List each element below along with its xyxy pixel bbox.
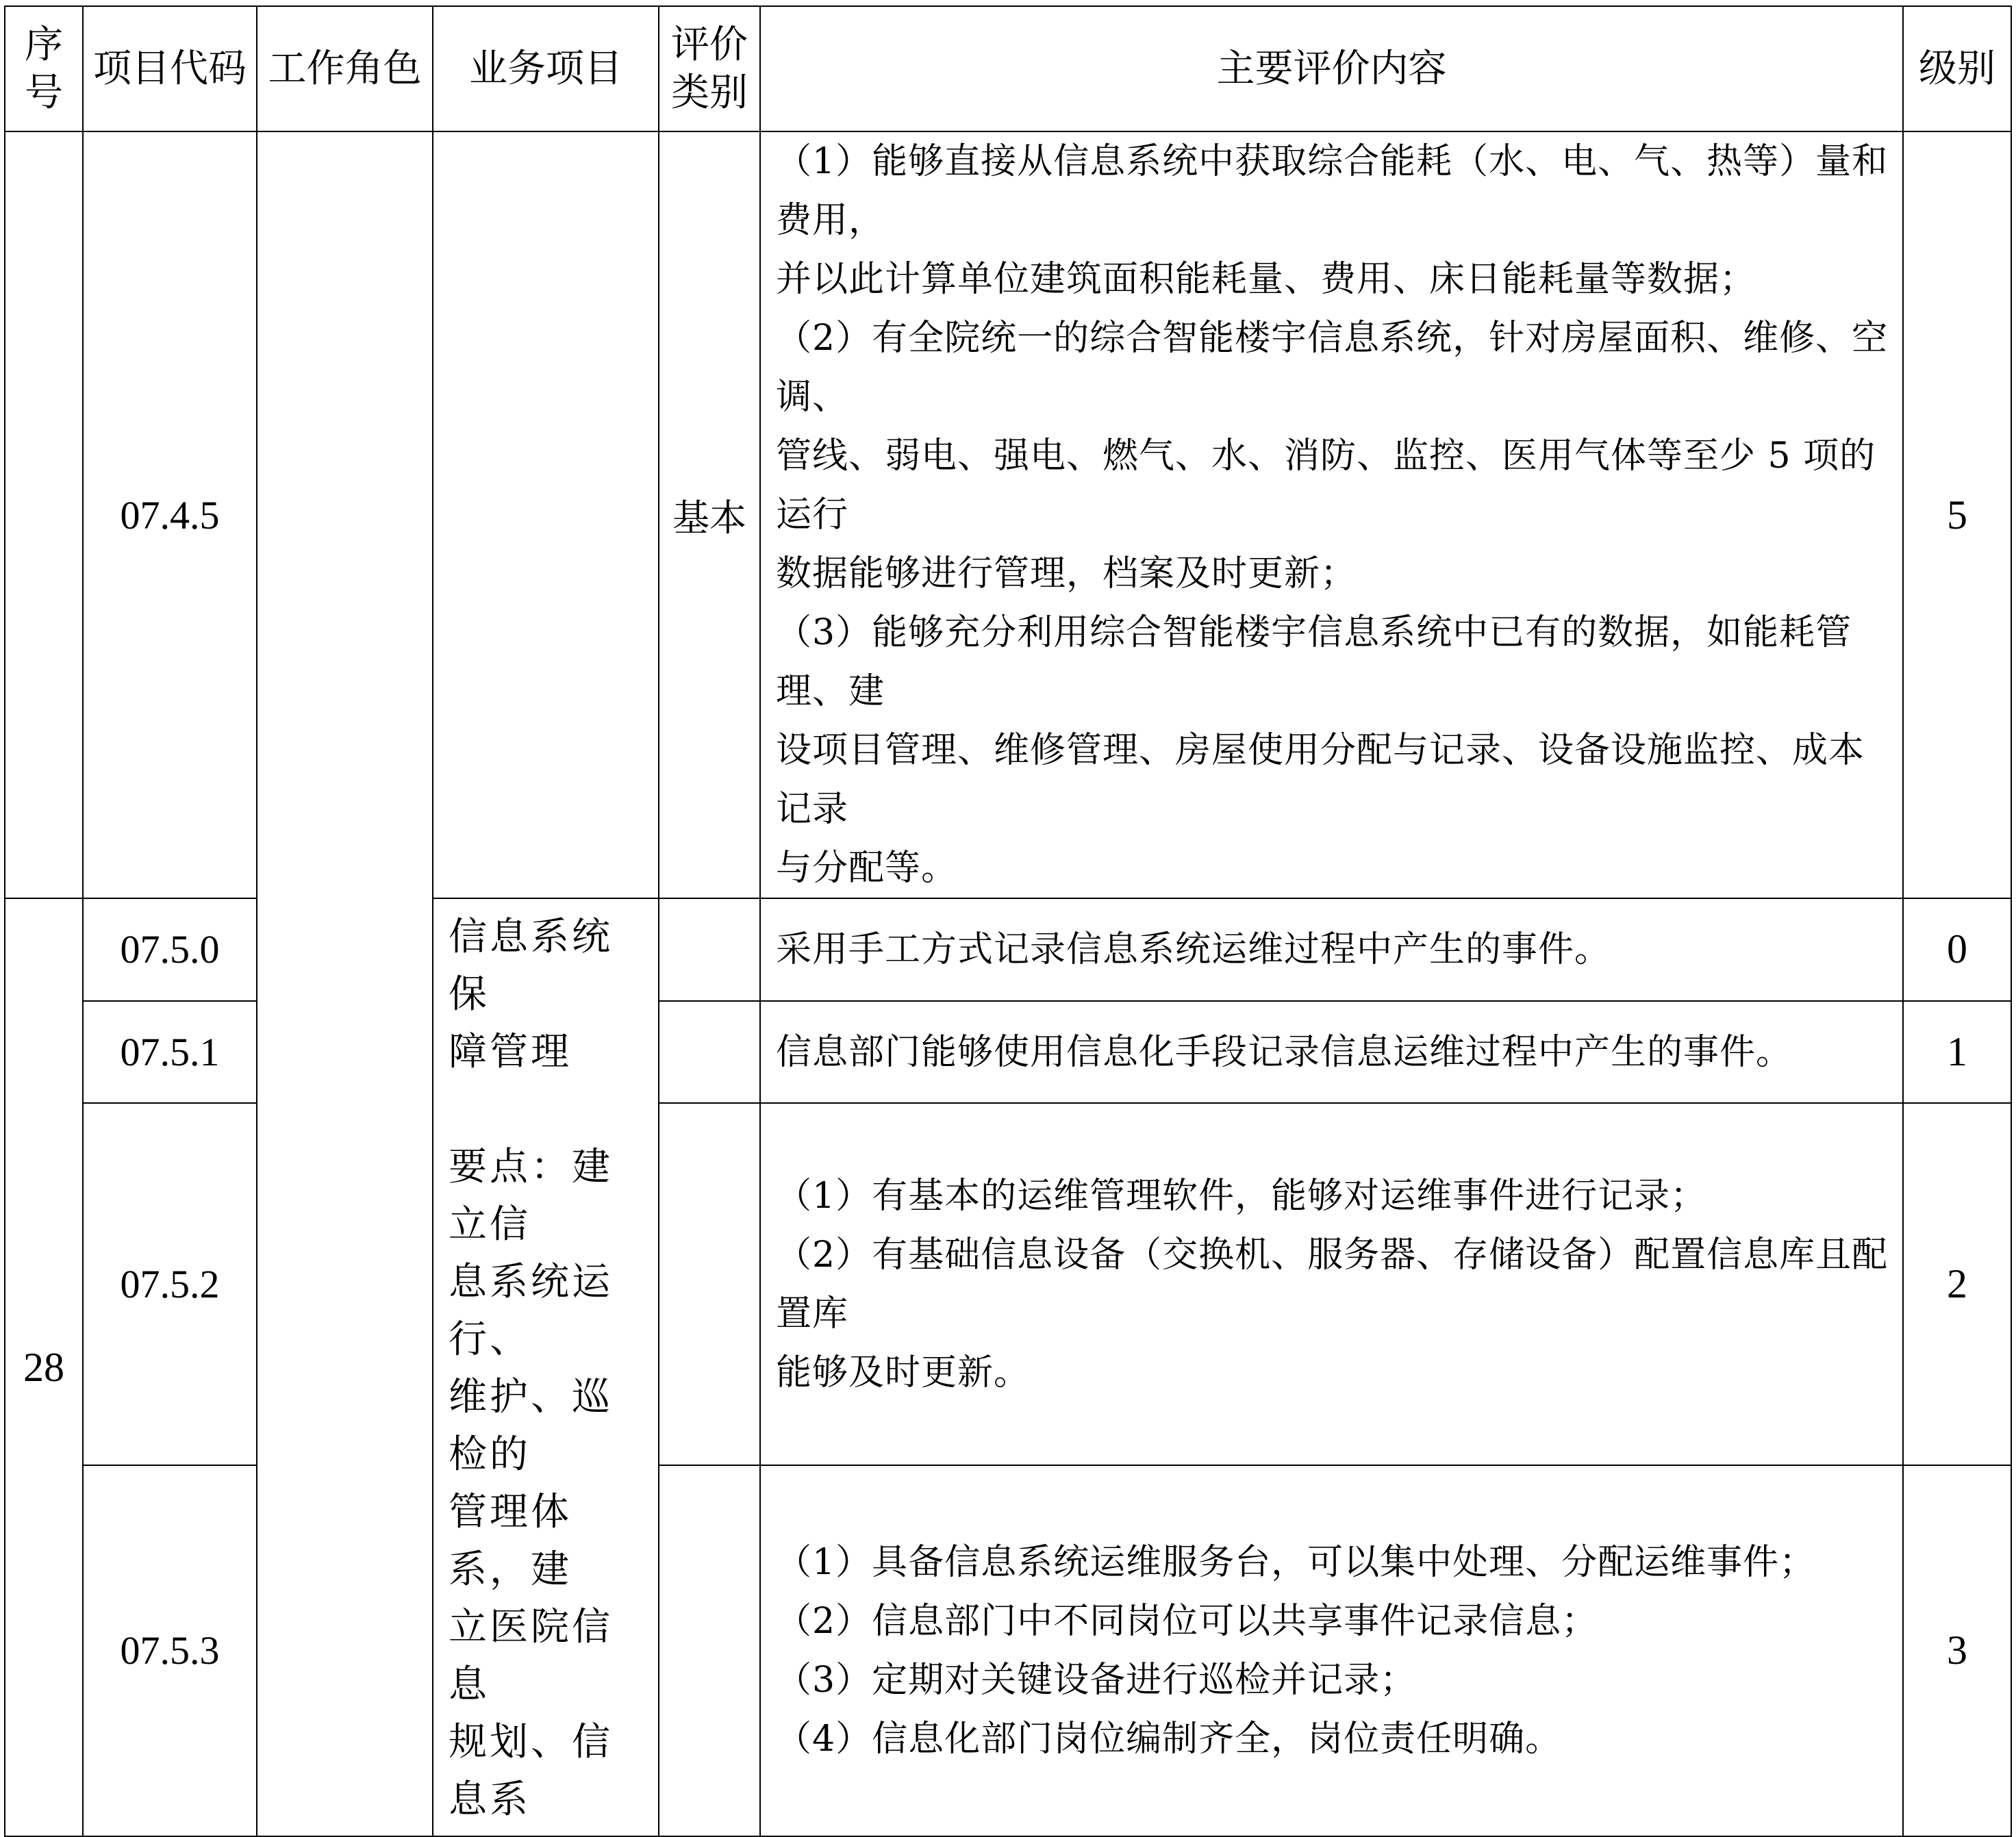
level-cell: 0 [1903,898,2011,1001]
code-cell: 07.5.3 [83,1465,257,1836]
content-cell [760,1001,1903,1104]
business-key-line: 立医院信息 [449,1605,613,1707]
content-cell [760,1465,1903,1836]
content-line: （1）能够直接从信息系统中获取综合能耗（水、电、气、热等）量和费用， [776,141,1889,241]
seq-cell: 28 [5,898,83,1836]
level-cell: 3 [1903,1465,2011,1836]
role-cell [257,131,433,1836]
content-line: （1）具备信息系统运维服务台，可以集中处理、分配运维事件； [776,1541,1816,1583]
code-cell: 07.5.0 [83,898,257,1001]
header-seq: 序号 [5,6,83,131]
content-line: 并以此计算单位建筑面积能耗量、费用、床日能耗量等数据； [776,259,1756,300]
business-title-line: 信息系统保 [449,915,613,1017]
header-content: 主要评价内容 [760,6,1903,131]
category-cell [659,1001,760,1104]
code-cell: 07.5.2 [83,1103,257,1465]
content-line: 与分配等。 [776,848,958,889]
content-line: （3）定期对关键设备进行巡检并记录； [776,1659,1417,1701]
content-line: （4）信息化部门岗位编制齐全，岗位责任明确。 [776,1718,1562,1760]
content-line: （3）能够充分利用综合智能楼宇信息系统中已有的数据，如能耗管理、建 [776,612,1852,712]
content-line: （2）有基础信息设备（交换机、服务器、存储设备）配置信息库且配置库 [776,1234,1889,1334]
business-item-cell [433,898,659,1836]
category-cell [659,1103,760,1465]
header-category: 评价类别 [659,6,760,131]
content-cell [760,898,1903,1001]
content-line: （1）有基本的运维管理软件，能够对运维事件进行记录； [776,1175,1707,1217]
business-title-line: 障管理 [449,1030,572,1074]
table-row [5,131,2011,898]
code-cell: 07.4.5 [83,131,257,898]
content-line: 管线、弱电、强电、燃气、水、消防、监控、医用气体等至少 5 项的运行 [776,435,1876,535]
category-cell [659,898,760,1001]
content-line: （2）有全院统一的综合智能楼宇信息系统，针对房屋面积、维修、空调、 [776,318,1889,418]
content-cell [760,131,1903,898]
header-level: 级别 [1903,6,2011,131]
business-key-line: 息系统运行、 [449,1260,613,1362]
content-line: 能够及时更新。 [776,1352,1031,1393]
business-key-line: 规划、信息系 [449,1720,613,1822]
level-cell: 1 [1903,1001,2011,1104]
content-cell [760,1103,1903,1465]
category-cell: 基本 [659,131,760,898]
header-business: 业务项目 [433,6,659,131]
content-line: 设项目管理、维修管理、房屋使用分配与记录、设备设施监控、成本记录 [776,730,1865,830]
business-key-line: 管理体系，建 [449,1490,572,1592]
level-cell: 5 [1903,131,2011,898]
content-line: 采用手工方式记录信息系统运维过程中产生的事件。 [776,928,1611,970]
content-line: 信息部门能够使用信息化手段记录信息运维过程中产生的事件。 [776,1031,1793,1073]
evaluation-table [4,5,2012,1837]
header-role: 工作角色 [257,6,433,131]
header-row [5,6,2011,131]
header-code: 项目代码 [83,6,257,131]
content-line: 数据能够进行管理，档案及时更新； [776,553,1357,594]
level-cell: 2 [1903,1103,2011,1465]
content-line: （2）信息部门中不同岗位可以共享事件记录信息； [776,1600,1598,1642]
business-cell-empty [433,131,659,898]
seq-cell-empty [5,131,83,898]
business-key-line: 要点：建立信 [449,1145,613,1247]
business-key-line: 维护、巡检的 [449,1375,613,1477]
code-cell: 07.5.1 [83,1001,257,1104]
category-cell [659,1465,760,1836]
